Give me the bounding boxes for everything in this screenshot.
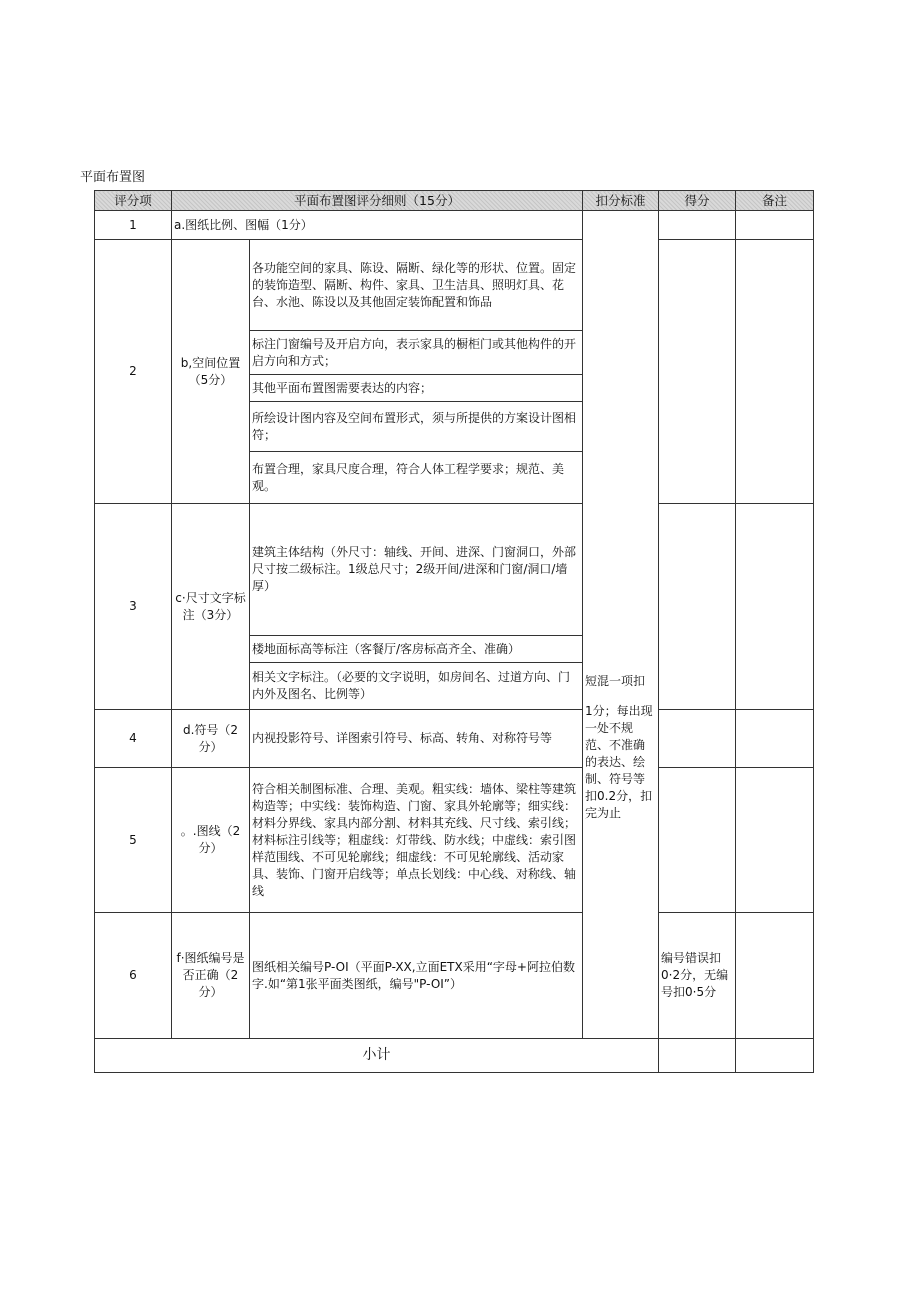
score-cell[interactable] [659,710,736,768]
row-detail: 各功能空间的家具、陈设、隔断、绿化等的形状、位置。固定的装饰造型、隔断、构件、家具、卫生洁具、照明灯具、花台、水池、陈设以及其他固定装饰配置和饰品 [250,240,583,331]
score-cell[interactable] [659,768,736,913]
deduction-main-body: 1分；每出现一处不规范、不准确的表达、绘制、符号等扣0.2分，扣完为止 [585,703,653,820]
deduction-main-top: 短混一项扣 [585,673,646,688]
row-item: d.符号（2分） [172,710,250,768]
subtotal-score-cell[interactable] [659,1039,736,1073]
remark-cell[interactable] [736,240,814,504]
deduction-standard-r6: 编号错误扣0·2分，无编号扣0·5分 [659,913,736,1039]
row-detail: 标注门窗编号及开启方向，表示家具的橱柜门或其他构件的开启方向和方式； [250,331,583,375]
table-row [95,710,814,768]
remark-cell[interactable] [736,710,814,768]
score-cell[interactable] [659,240,736,504]
row-detail: 符合相关制图标准、合理、美观。粗实线：墙体、梁柱等建筑构造等；中实线：装饰构造、门窗、家具外轮廓等；细实线：材料分界线、家具内部分割、材料其充线、尺寸线、索引线；材料标注引线等；粗虚线：灯带线、防水线；中虚线：索引图样范围线、不可见轮廓线；细虚线：不可见轮廓线、活动家具、装饰、门窗开启线等；单点长划线：中心线、对称线、轴线 [250,768,583,913]
row-item: a.图纸比例、图幅（1分） [172,211,583,240]
row-detail: 内视投影符号、详图索引符号、标高、转角、对称符号等 [250,710,583,768]
row-item: f·图纸编号是否正确（2分） [172,913,250,1039]
row-detail: 布置合理，家具尺度合理，符合人体工程学要求；规范、美观。 [250,452,583,504]
row-number: 1 [95,211,172,240]
remark-cell[interactable] [736,768,814,913]
subtotal-label: 小计 [95,1039,659,1073]
row-detail: 建筑主体结构（外尺寸：轴线、开间、进深、门窗洞口，外部尺寸按二级标注。1级总尺寸；2级开间/进深和门窗/洞口/墙厚） [250,504,583,636]
score-cell[interactable] [659,211,736,240]
subtotal-row [95,1039,814,1073]
table-row [95,240,814,331]
subtotal-remark-cell[interactable] [736,1039,814,1073]
row-number: 5 [95,768,172,913]
row-item: c·尺寸文字标注（3分） [172,504,250,710]
header-item: 评分项 [95,191,172,211]
row-detail: 图纸相关编号P-OI（平面P-XX,立面ETX采用“字母+阿拉伯数字.如“第1张平面类图纸，编号"P-OI”） [250,913,583,1039]
table-header-row [95,191,814,211]
table-row [95,504,814,636]
row-detail: 所绘设计图内容及空间布置形式，须与所提供的方案设计图相符； [250,402,583,452]
row-item: 。.图线（2分） [172,768,250,913]
header-criteria: 平面布置图评分细则（15分） [172,191,583,211]
row-number: 4 [95,710,172,768]
row-detail: 相关文字标注。（必要的文字说明，如房间名、过道方向、门内外及图名、比例等） [250,663,583,710]
remark-cell[interactable] [736,504,814,710]
remark-cell[interactable] [736,211,814,240]
score-cell[interactable] [736,913,814,1039]
deduction-standard-main [583,211,659,1039]
header-score: 得分 [659,191,736,211]
table-row [95,913,814,1039]
row-detail: 其他平面布置图需要表达的内容； [250,375,583,402]
header-remark: 备注 [736,191,814,211]
row-item: b,空间位置（5分） [172,240,250,504]
page-title: 平面布置图 [80,170,146,185]
row-number: 2 [95,240,172,504]
row-number: 6 [95,913,172,1039]
score-cell[interactable] [659,504,736,710]
table-row [95,211,814,240]
header-deduction: 扣分标准 [583,191,659,211]
table-row [95,768,814,913]
row-number: 3 [95,504,172,710]
row-detail: 楼地面标高等标注（客餐厅/客房标高齐全、准确） [250,636,583,663]
scoring-table [94,190,814,1073]
